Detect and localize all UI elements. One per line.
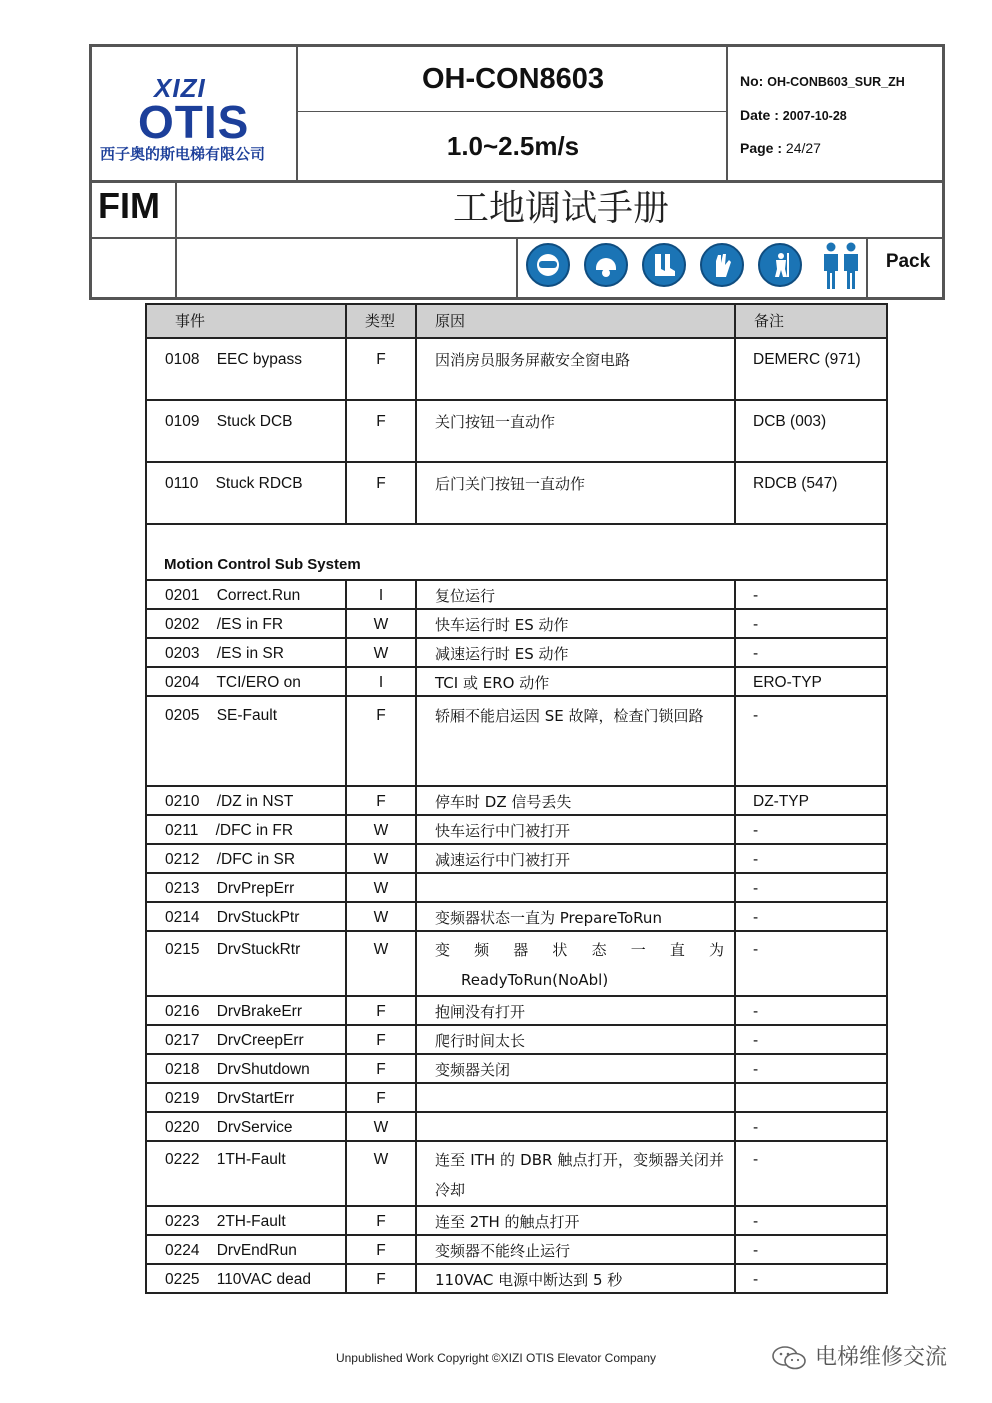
type-cell: F (346, 696, 416, 786)
no-value: OH-CONB603_SUR_ZH (767, 75, 905, 89)
reason-cell: 变频器状态一直为 PrepareToRun (416, 902, 735, 931)
table-row (146, 1264, 887, 1293)
type-cell: W (346, 844, 416, 873)
table-row (146, 1025, 887, 1054)
event-cell (146, 844, 346, 873)
event-cell (146, 609, 346, 638)
event-name: TCI/ERO on (216, 674, 301, 691)
table-row (146, 902, 887, 931)
type-cell: W (346, 931, 416, 996)
table-row (146, 1054, 887, 1083)
date-label: Date : (740, 107, 779, 123)
type-cell: F (346, 400, 416, 462)
event-code: 0201 (165, 587, 200, 604)
note-cell: - (735, 580, 887, 609)
type-cell: W (346, 638, 416, 667)
wechat-icon (770, 1344, 808, 1372)
event-name: DrvShutdown (216, 1061, 310, 1078)
type-cell: F (346, 786, 416, 815)
event-code: 0109 (165, 413, 200, 430)
table-row (146, 1141, 887, 1206)
reason-cell: 关门按钮一直动作 (416, 400, 735, 462)
date-line (740, 107, 847, 123)
event-name: DrvCreepErr (216, 1032, 304, 1049)
event-name: Stuck DCB (216, 413, 293, 430)
reason-cell (416, 1112, 735, 1141)
note-cell: RDCB (547) (735, 462, 887, 524)
reason-cell: 变频器不能终止运行 (416, 1235, 735, 1264)
table-row (146, 786, 887, 815)
type-cell: F (346, 1235, 416, 1264)
note-cell: - (735, 815, 887, 844)
section-title: Motion Control Sub System (146, 524, 887, 580)
event-cell (146, 1025, 346, 1054)
event-name: 110VAC dead (216, 1271, 311, 1288)
type-cell: I (346, 580, 416, 609)
event-cell (146, 580, 346, 609)
reason-char: 器 (513, 941, 529, 959)
logo-xizi: XIZI (154, 73, 206, 103)
type-cell: I (346, 667, 416, 696)
table-row (146, 609, 887, 638)
type-cell: F (346, 1025, 416, 1054)
event-cell (146, 1054, 346, 1083)
type-cell: F (346, 462, 416, 524)
event-name: Stuck RDCB (215, 475, 303, 492)
company-logo (92, 47, 298, 181)
reason-cell (416, 931, 735, 996)
event-code: 0224 (165, 1242, 200, 1259)
table-row (146, 1083, 887, 1112)
event-name: DrvStuckPtr (216, 909, 300, 926)
reason-cell: 快车运行时 ES 动作 (416, 609, 735, 638)
event-name: /DZ in NST (216, 793, 294, 810)
event-name: Correct.Run (216, 587, 301, 604)
page-label: Page : (740, 140, 783, 156)
event-cell (146, 996, 346, 1025)
reason-char: 一 (630, 941, 646, 959)
event-code: 0213 (165, 880, 200, 897)
note-cell: - (735, 1054, 887, 1083)
event-code: 0223 (165, 1213, 200, 1230)
harness-icon (758, 243, 802, 287)
type-cell: F (346, 1054, 416, 1083)
note-cell: - (735, 638, 887, 667)
event-code: 0108 (165, 351, 200, 368)
event-code: 0214 (165, 909, 200, 926)
event-cell (146, 1141, 346, 1206)
note-cell: - (735, 902, 887, 931)
event-cell (146, 667, 346, 696)
event-name: /DFC in FR (215, 822, 294, 839)
event-code: 0225 (165, 1271, 200, 1288)
note-cell: - (735, 1112, 887, 1141)
event-name: DrvStartErr (216, 1090, 295, 1107)
reason-cell: 复位运行 (416, 580, 735, 609)
event-cell (146, 1235, 346, 1264)
event-cell (146, 786, 346, 815)
event-cell (146, 462, 346, 524)
note-cell: - (735, 1235, 887, 1264)
note-cell: DCB (003) (735, 400, 887, 462)
reason-cell: 连至 2TH 的触点打开 (416, 1206, 735, 1235)
reason-cell: 爬行时间太长 (416, 1025, 735, 1054)
table-row (146, 667, 887, 696)
type-cell: F (346, 1206, 416, 1235)
fim-label: FIM (98, 185, 160, 226)
event-table (145, 303, 888, 1294)
event-cell (146, 815, 346, 844)
note-cell: - (735, 996, 887, 1025)
table-row (146, 931, 887, 996)
note-cell: - (735, 1206, 887, 1235)
watermark (770, 1340, 947, 1372)
reason-char: 为 (708, 941, 724, 959)
logo-otis: OTIS (138, 96, 250, 148)
reason-line-1 (435, 935, 724, 965)
event-name: SE-Fault (216, 707, 278, 724)
event-code: 0110 (165, 475, 199, 492)
event-name: 1TH-Fault (216, 1151, 286, 1168)
event-cell (146, 696, 346, 786)
event-name: 2TH-Fault (216, 1213, 286, 1230)
header-note: 备注 (735, 304, 887, 338)
event-name: EEC bypass (216, 351, 303, 368)
note-cell: - (735, 1264, 887, 1293)
watermark-text: 电梯维修交流 (815, 1345, 948, 1370)
event-cell (146, 931, 346, 996)
reason-cell: 减速运行时 ES 动作 (416, 638, 735, 667)
reason-char: 频 (474, 941, 490, 959)
table-row (146, 338, 887, 400)
reason-cell (416, 873, 735, 902)
event-cell (146, 902, 346, 931)
reason-cell: 快车运行中门被打开 (416, 815, 735, 844)
doc-no-line (740, 73, 905, 89)
document-header (89, 44, 945, 300)
note-cell (735, 1083, 887, 1112)
event-code: 0205 (165, 707, 200, 724)
table-row (146, 1235, 887, 1264)
reason-cell: 110VAC 电源中断达到 5 秒 (416, 1264, 735, 1293)
reason-cell: 后门关门按钮一直动作 (416, 462, 735, 524)
event-cell (146, 873, 346, 902)
table-row (146, 638, 887, 667)
event-code: 0216 (165, 1003, 200, 1020)
reason-cell: 因消房员服务屏蔽安全窗电路 (416, 338, 735, 400)
header-event: 事件 (146, 304, 346, 338)
speed-range: 1.0~2.5m/s (446, 131, 580, 161)
event-code: 0217 (165, 1032, 200, 1049)
note-cell: - (735, 1025, 887, 1054)
two-person-icon (820, 241, 862, 296)
event-cell (146, 638, 346, 667)
note-cell: ERO-TYP (735, 667, 887, 696)
reason-cell: 抱闸没有打开 (416, 996, 735, 1025)
note-cell: - (735, 1141, 887, 1206)
table-row (146, 844, 887, 873)
event-code: 0210 (165, 793, 200, 810)
goggles-icon (526, 243, 570, 287)
event-code: 0219 (165, 1090, 200, 1107)
safety-boots-icon (642, 243, 686, 287)
type-cell: W (346, 609, 416, 638)
event-cell (146, 1264, 346, 1293)
event-code: 0212 (165, 851, 200, 868)
event-code: 0204 (165, 674, 200, 691)
event-name: DrvBrakeErr (216, 1003, 302, 1020)
event-cell (146, 1112, 346, 1141)
section-row (146, 524, 887, 580)
event-code: 0203 (165, 645, 200, 662)
reason-char: 变 (435, 941, 451, 959)
table-row (146, 462, 887, 524)
note-cell: DEMERC (971) (735, 338, 887, 400)
helmet-icon (584, 243, 628, 287)
table-row (146, 400, 887, 462)
table-row (146, 873, 887, 902)
divider (516, 239, 518, 297)
reason-cell: 停车时 DZ 信号丢失 (416, 786, 735, 815)
header-type: 类型 (346, 304, 416, 338)
header-reason: 原因 (416, 304, 735, 338)
note-cell: - (735, 696, 887, 786)
event-code: 0211 (165, 822, 199, 839)
event-name: DrvPrepErr (216, 880, 295, 897)
reason-line-2: ReadyToRun(NoAbl) (461, 971, 609, 989)
note-cell: - (735, 931, 887, 996)
event-cell (146, 338, 346, 400)
event-name: /ES in SR (216, 645, 284, 662)
event-name: /ES in FR (216, 616, 284, 633)
note-cell: - (735, 844, 887, 873)
note-cell: DZ-TYP (735, 786, 887, 815)
event-code: 0215 (165, 941, 200, 958)
type-cell: F (346, 338, 416, 400)
reason-cell: 轿厢不能启运因 SE 故障，检查门锁回路 (416, 696, 735, 786)
type-cell: W (346, 815, 416, 844)
reason-cell: 减速运行中门被打开 (416, 844, 735, 873)
type-cell: W (346, 902, 416, 931)
type-cell: F (346, 1264, 416, 1293)
page-value: 24/27 (785, 140, 821, 156)
type-cell: W (346, 873, 416, 902)
event-code: 0202 (165, 616, 200, 633)
table-header-row (146, 304, 887, 338)
table-row (146, 1206, 887, 1235)
reason-cell: TCI 或 ERO 动作 (416, 667, 735, 696)
date-value: 2007-10-28 (782, 109, 847, 123)
reason-char: 态 (591, 941, 607, 959)
reason-cell: 连至 ITH 的 DBR 触点打开，变频器关闭并冷却 (416, 1141, 735, 1206)
no-label: No: (740, 73, 764, 89)
document-number: OH-CON8603 (421, 63, 605, 95)
event-code: 0222 (165, 1151, 200, 1168)
logo-company-name: 西子奥的斯电梯有限公司 (100, 145, 266, 163)
event-code: 0218 (165, 1061, 200, 1078)
gloves-icon (700, 243, 744, 287)
reason-char: 状 (552, 941, 568, 959)
event-name: DrvEndRun (216, 1242, 297, 1259)
pack-label: Pack (885, 251, 931, 272)
page-line (740, 140, 821, 156)
page-title: 工地调试手册 (452, 188, 669, 229)
note-cell: - (735, 609, 887, 638)
reason-cell (416, 1083, 735, 1112)
event-name: /DFC in SR (216, 851, 296, 868)
reason-cell: 变频器关闭 (416, 1054, 735, 1083)
event-name: DrvStuckRtr (216, 941, 301, 958)
type-cell: F (346, 1083, 416, 1112)
reason-char: 直 (669, 941, 685, 959)
event-cell (146, 1083, 346, 1112)
event-code: 0220 (165, 1119, 200, 1136)
type-cell: F (346, 996, 416, 1025)
table-row (146, 580, 887, 609)
event-cell (146, 400, 346, 462)
copyright-footer: Unpublished Work Copyright ©XIZI OTIS Elevator Company (335, 1351, 657, 1365)
table-row (146, 696, 887, 786)
type-cell: W (346, 1141, 416, 1206)
note-cell: - (735, 873, 887, 902)
table-row (146, 996, 887, 1025)
table-row (146, 1112, 887, 1141)
event-name: DrvService (216, 1119, 293, 1136)
type-cell: W (346, 1112, 416, 1141)
table-row (146, 815, 887, 844)
event-cell (146, 1206, 346, 1235)
